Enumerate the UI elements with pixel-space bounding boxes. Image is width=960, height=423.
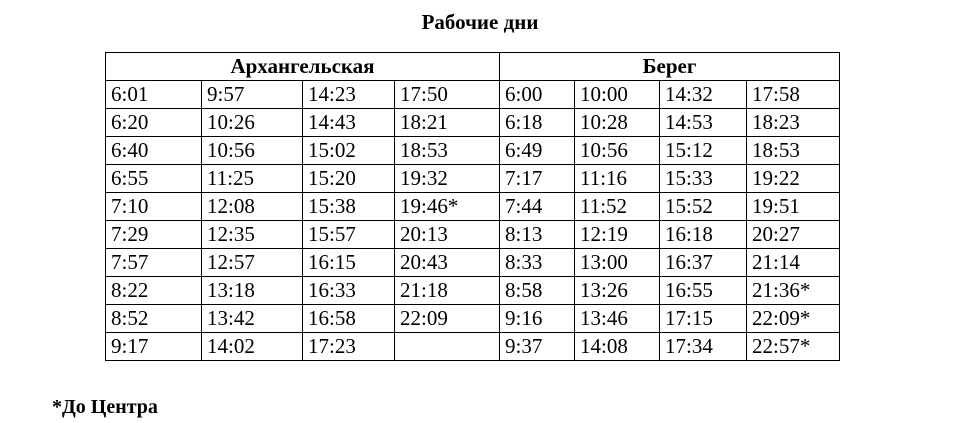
time-cell: 10:26 <box>202 109 303 137</box>
time-cell: 6:49 <box>500 137 575 165</box>
stop-header-row <box>106 53 840 81</box>
time-cell: 10:56 <box>575 137 660 165</box>
time-cell: 14:23 <box>303 81 395 109</box>
time-cell: 16:33 <box>303 277 395 305</box>
time-cell: 16:15 <box>303 249 395 277</box>
time-cell: 13:18 <box>202 277 303 305</box>
time-cell: 16:55 <box>660 277 747 305</box>
time-cell: 9:16 <box>500 305 575 333</box>
time-cell: 17:58 <box>747 81 840 109</box>
table-row <box>106 277 840 305</box>
time-cell: 20:13 <box>395 221 500 249</box>
time-cell: 6:40 <box>106 137 202 165</box>
time-cell: 16:18 <box>660 221 747 249</box>
time-cell: 15:38 <box>303 193 395 221</box>
time-cell: 7:57 <box>106 249 202 277</box>
time-cell: 16:37 <box>660 249 747 277</box>
time-cell: 13:00 <box>575 249 660 277</box>
time-cell: 15:02 <box>303 137 395 165</box>
time-cell: 19:51 <box>747 193 840 221</box>
time-cell: 17:50 <box>395 81 500 109</box>
time-cell: 7:10 <box>106 193 202 221</box>
table-row <box>106 305 840 333</box>
time-cell: 12:57 <box>202 249 303 277</box>
time-cell: 14:32 <box>660 81 747 109</box>
time-cell: 18:53 <box>747 137 840 165</box>
time-cell: 10:28 <box>575 109 660 137</box>
table-row <box>106 249 840 277</box>
time-cell: 10:56 <box>202 137 303 165</box>
time-cell: 8:33 <box>500 249 575 277</box>
time-cell: 15:52 <box>660 193 747 221</box>
time-cell: 7:17 <box>500 165 575 193</box>
time-cell: 18:21 <box>395 109 500 137</box>
time-cell: 6:01 <box>106 81 202 109</box>
time-cell: 21:14 <box>747 249 840 277</box>
time-cell: 18:53 <box>395 137 500 165</box>
footnote: *До Центра <box>52 396 158 418</box>
time-cell: 6:55 <box>106 165 202 193</box>
time-cell: 12:35 <box>202 221 303 249</box>
time-cell: 19:32 <box>395 165 500 193</box>
time-cell: 12:19 <box>575 221 660 249</box>
time-cell: 9:17 <box>106 333 202 361</box>
time-cell: 22:09 <box>395 305 500 333</box>
time-cell: 14:08 <box>575 333 660 361</box>
time-cell: 17:15 <box>660 305 747 333</box>
time-cell: 22:57* <box>747 333 840 361</box>
time-cell: 8:52 <box>106 305 202 333</box>
time-cell: 7:29 <box>106 221 202 249</box>
time-cell: 6:00 <box>500 81 575 109</box>
time-cell: 11:16 <box>575 165 660 193</box>
time-cell: 20:27 <box>747 221 840 249</box>
table-row <box>106 221 840 249</box>
timetable <box>105 52 840 361</box>
time-cell: 19:46* <box>395 193 500 221</box>
time-cell: 19:22 <box>747 165 840 193</box>
table-row <box>106 137 840 165</box>
time-cell: 16:58 <box>303 305 395 333</box>
time-cell: 15:57 <box>303 221 395 249</box>
time-cell: 8:22 <box>106 277 202 305</box>
time-cell: 14:02 <box>202 333 303 361</box>
time-cell: 14:43 <box>303 109 395 137</box>
table-row <box>106 333 840 361</box>
table-row <box>106 193 840 221</box>
time-cell <box>395 333 500 361</box>
time-cell: 17:23 <box>303 333 395 361</box>
time-cell: 22:09* <box>747 305 840 333</box>
time-cell: 9:57 <box>202 81 303 109</box>
time-cell: 11:25 <box>202 165 303 193</box>
time-cell: 15:12 <box>660 137 747 165</box>
time-cell: 11:52 <box>575 193 660 221</box>
time-cell: 17:34 <box>660 333 747 361</box>
time-cell: 14:53 <box>660 109 747 137</box>
stop-header-bereg: Берег <box>500 53 840 81</box>
table-row <box>106 109 840 137</box>
time-cell: 13:26 <box>575 277 660 305</box>
time-cell: 6:18 <box>500 109 575 137</box>
time-cell: 20:43 <box>395 249 500 277</box>
time-cell: 6:20 <box>106 109 202 137</box>
time-cell: 7:44 <box>500 193 575 221</box>
time-cell: 8:58 <box>500 277 575 305</box>
time-cell: 10:00 <box>575 81 660 109</box>
time-cell: 15:33 <box>660 165 747 193</box>
time-cell: 15:20 <box>303 165 395 193</box>
time-cell: 21:36* <box>747 277 840 305</box>
time-cell: 21:18 <box>395 277 500 305</box>
table-row <box>106 81 840 109</box>
time-cell: 18:23 <box>747 109 840 137</box>
time-cell: 9:37 <box>500 333 575 361</box>
stop-header-arkhangelskaya: Архангельская <box>106 53 500 81</box>
table-row <box>106 165 840 193</box>
time-cell: 13:42 <box>202 305 303 333</box>
time-cell: 13:46 <box>575 305 660 333</box>
time-cell: 8:13 <box>500 221 575 249</box>
time-cell: 12:08 <box>202 193 303 221</box>
page-title: Рабочие дни <box>421 10 539 34</box>
